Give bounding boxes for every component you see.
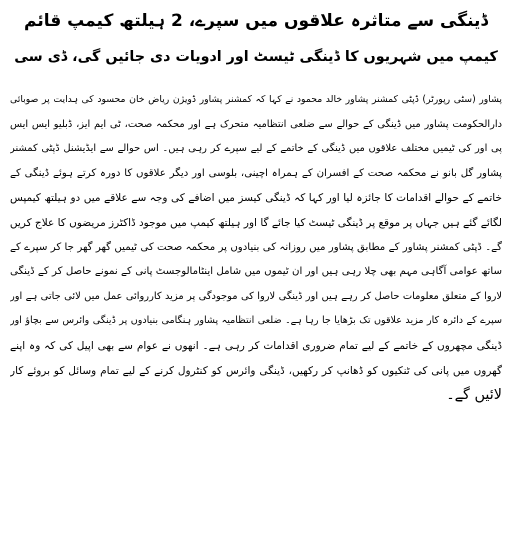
headline-secondary: کیمپ میں شہریوں کا ڈینگی ٹیسٹ اور ادویات دی جائیں گی، ڈی سی [14,49,498,65]
headline-gap [10,70,502,88]
body-line: پشاور گل بانو نے محکمہ صحت کے افسران کے ہمراہ اچینی، بلوسی اور دیگر علاقوں کا دورہ کرتے ہوئے ڈینگی کے [10,167,502,179]
body-line: لگائے گئے ہیں جہاں پر موقع پر ڈینگی ٹیسٹ کیا جائے گا اور ہیلتھ کیمپ میں موجود ڈاکٹرز مریضوں کا علاج کریں [10,216,502,229]
body-line: گھروں میں پانی کی ٹنکیوں کو ڈھانپ کر رکھیں، ڈینگی وائرس کو کنٹرول کرنے کے لیے تمام وسائل کو بروئے کار [10,364,502,377]
body-line: سپرے کے دائرہ کار مزید علاقوں تک بڑھایا جا رہا ہے۔ ضلعی انتظامیہ پشاور ہنگامی بنیادوں پر ڈینگی وائرس سے بچاؤ اور [10,315,502,327]
body-line: ڈینگی مچھروں کے خاتمے کے لیے تمام ضروری اقدامات کر رہی ہے۔ انھوں نے عوام سے بھی اپیل کی کہ وہ اپنے [10,339,502,352]
body-line: لائیں گے۔ [446,387,502,404]
body-line: ساتھ عوامی آگاہی مہم بھی چلا رہی ہیں اور ان ٹیموں میں شامل اینٹامالوجسٹ پانی کے نمونے حاصل کر کے ڈینگی [10,266,502,278]
body-line: پی اور کی ٹیمیں مختلف علاقوں میں ڈینگی کے خاتمے کے لیے سپرے کر رہی ہیں۔ اس حوالے سے ایڈیشنل ڈپٹی کمشنر [10,143,502,155]
body-line: خاتمے کے حوالے اقدامات کا جائزہ لیا اور کہا کہ ڈینگی کیسز میں اضافے کی وجہ سے علاقے میں دو ہیلتھ کیمپس [10,192,502,205]
body-line: پشاور (سٹی رپورٹر) ڈپٹی کمشنر پشاور خالد محمود نے کہا کہ کمشنر پشاور ڈویژن ریاض خان محسود کی ہدایت پر صوبائی [10,94,502,105]
body-line: لاروا کے متعلق معلومات حاصل کر رہے ہیں اور ڈینگی لاروا کی موجودگی پر مزید کارروائی عمل میں لائی جاتی ہے اور [10,290,502,302]
body-line: دارالحکومت پشاور میں ڈینگی کے حوالے سے ضلعی انتظامیہ متحرک ہے اور محکمہ صحت، ٹی ایم ایز، ڈبلیو ایس ایس [10,118,502,130]
article-body [10,88,502,408]
headline-primary: ڈینگی سے متاثرہ علاقوں میں سپرے، 2 ہیلتھ کیمپ قائم [24,11,488,31]
body-line: گے۔ ڈپٹی کمشنر پشاور کے مطابق پشاور میں روزانہ کی بنیادوں پر محکمہ صحت کی ٹیمیں گھر گھر جا کر سپرے کے [10,241,502,253]
